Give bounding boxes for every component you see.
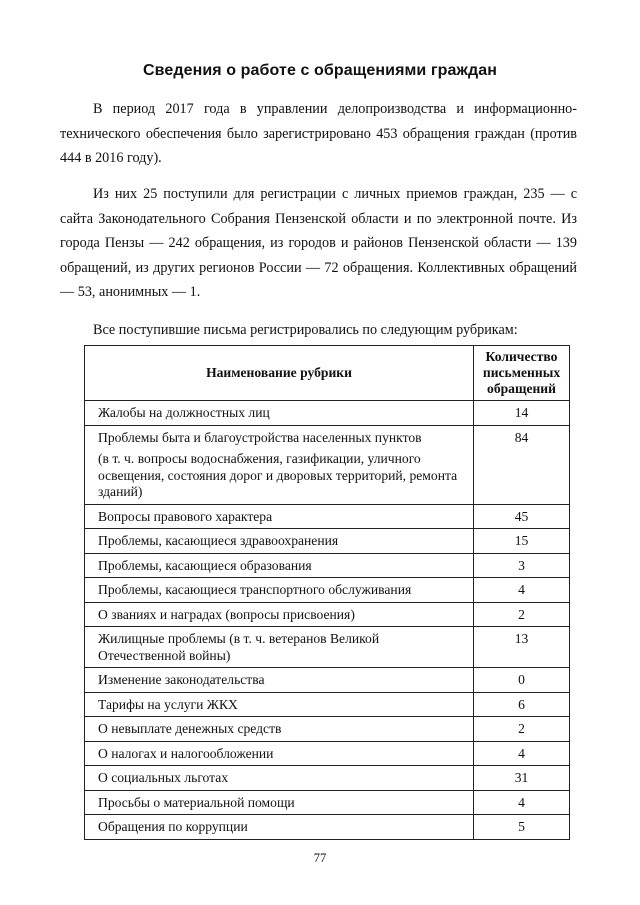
rubric-name: Просьбы о материальной помощи — [98, 794, 295, 810]
table-row — [85, 668, 570, 693]
rubric-count: 3 — [474, 553, 570, 578]
table-row — [85, 741, 570, 766]
rubric-name-cell — [85, 504, 474, 529]
column-header-name: Наименование рубрики — [85, 346, 474, 401]
table-row — [85, 504, 570, 529]
table-row — [85, 692, 570, 717]
rubric-name: Обращения по коррупции — [98, 819, 248, 834]
rubric-count: 4 — [474, 790, 570, 815]
rubric-name-cell — [85, 815, 474, 840]
rubric-name: Проблемы, касающиеся здравоохранения — [98, 533, 339, 548]
table-row — [85, 627, 570, 668]
table-row — [85, 790, 570, 815]
table-row — [85, 425, 570, 504]
table-header-row — [85, 346, 570, 401]
page-number: 77 — [313, 851, 327, 865]
rubric-name-cell — [85, 766, 474, 791]
rubric-name-cell — [85, 425, 474, 504]
table-row — [85, 815, 570, 840]
rubric-name: О званиях и наградах (вопросы присвоения) — [98, 606, 355, 622]
rubric-count: 5 — [474, 815, 570, 840]
rubric-name: Изменение законодательства — [98, 672, 265, 687]
rubric-name-cell — [85, 717, 474, 742]
rubric-name-cell — [85, 741, 474, 766]
rubrics-table — [84, 345, 570, 840]
rubric-count: 4 — [474, 578, 570, 603]
page-title: Сведения о работе с обращениями граждан — [142, 62, 498, 79]
rubric-name: Проблемы быта и благоустройства населенных пунктов — [98, 429, 422, 445]
table-row — [85, 401, 570, 426]
rubric-count: 15 — [474, 529, 570, 554]
rubric-count: 45 — [474, 504, 570, 529]
rubric-name-cell — [85, 529, 474, 554]
rubric-name-cell — [85, 401, 474, 426]
rubric-name: Проблемы, касающиеся транспортного обслуживания — [98, 582, 412, 597]
rubric-count: 0 — [474, 668, 570, 693]
rubric-name-cell — [85, 668, 474, 693]
rubric-name: О социальных льготах — [98, 770, 229, 785]
rubric-count: 2 — [474, 717, 570, 742]
paragraph-sources-breakdown: Из них 25 поступили для регистрации с личных приемов граждан, 235 — с сайта Законодательного Собрания Пензенской области и по электронной почте. Из города Пензы — 242 обращения, из городов и районов Пензенской области — 139 обращений, из других регионов России — 72 обращения. Коллективных обращений — 53, анонимных — 1. — [60, 186, 577, 300]
rubric-name-cell — [85, 627, 474, 668]
table-row — [85, 766, 570, 791]
rubric-count: 6 — [474, 692, 570, 717]
rubric-name: О налогах и налогообложении — [98, 745, 274, 761]
rubric-name-cell — [85, 602, 474, 627]
table-row — [85, 529, 570, 554]
rubric-name: Жилищные проблемы (в т. ч. ветеранов Великой Отечественной войны) — [98, 631, 380, 663]
table-row — [85, 553, 570, 578]
rubric-name-cell — [85, 553, 474, 578]
rubric-name: О невыплате денежных средств — [98, 721, 282, 736]
column-header-count: Количество письменных обращений — [474, 346, 570, 401]
rubric-subtext: (в т. ч. вопросы водоснабжения, газификации, уличного освещения, состояния дорог и дворовых территорий, ремонта зданий) — [98, 451, 458, 499]
table-row — [85, 602, 570, 627]
rubric-count: 2 — [474, 602, 570, 627]
rubric-name: Тарифы на услуги ЖКХ — [98, 696, 238, 712]
rubric-name: Жалобы на должностных лиц — [98, 405, 270, 420]
rubric-name-cell — [85, 692, 474, 717]
rubric-name: Проблемы, касающиеся образования — [98, 557, 312, 573]
rubric-count: 4 — [474, 741, 570, 766]
table-row — [85, 578, 570, 603]
paragraph-table-intro: Все поступившие письма регистрировались по следующим рубрикам: — [93, 322, 518, 338]
rubric-name: Вопросы правового характера — [98, 508, 273, 524]
rubric-name-cell — [85, 578, 474, 603]
rubric-name-cell — [85, 790, 474, 815]
rubric-count: 13 — [474, 627, 570, 668]
table-row — [85, 717, 570, 742]
rubric-count: 14 — [474, 401, 570, 426]
rubric-count: 84 — [474, 425, 570, 504]
rubric-count: 31 — [474, 766, 570, 791]
paragraph-registration-summary: В период 2017 года в управлении делопроизводства и информационно-технического обеспечения было зарегистрировано 453 обращения граждан (против 444 в 2016 году). — [60, 101, 577, 166]
